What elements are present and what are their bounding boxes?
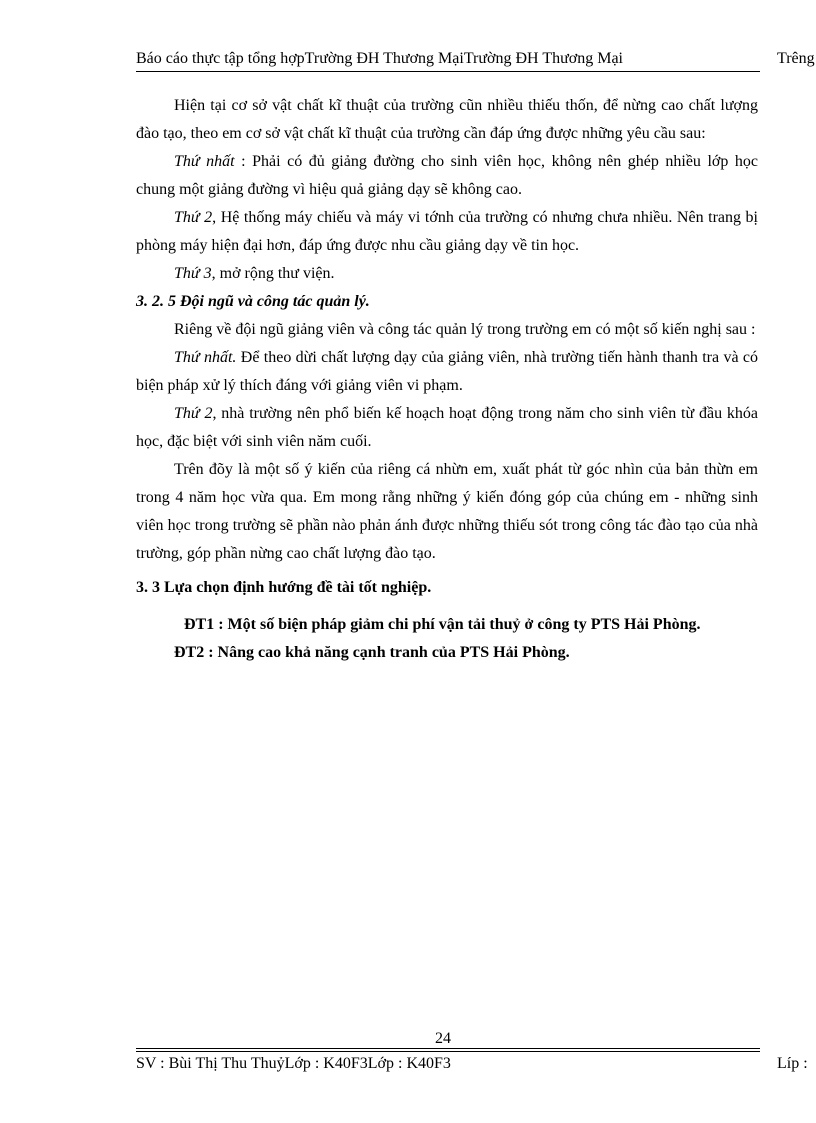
label-second: Thứ 2 bbox=[174, 209, 213, 226]
running-footer: SV : Bùi Thị Thu ThuỷLớp : K40F3Lớp : K40F3 bbox=[136, 1055, 451, 1072]
paragraph-staff-second bbox=[136, 400, 758, 456]
text-second: , Hệ thống máy chiếu và máy vi tớnh của trường có nhưng chưa nhiều. Nên trang bị phòng máy hiện đại hơn, đáp ứng được nhu cầu giảng dạy về tin học. bbox=[136, 209, 759, 254]
text-first: : Phải có đủ giảng đường cho sinh viên học, không nên ghép nhiều lớp học chung một giảng đường vì hiệu quả giảng dạy sẽ không cao. bbox=[136, 153, 758, 198]
label-third: Thứ 3 bbox=[174, 265, 212, 282]
text-staff-first: Để theo dừi chất lượng dạy của giảng viên, nhà trường tiến hành thanh tra và có biện pháp xử lý thích đáng với giảng viên vi phạm. bbox=[136, 349, 758, 394]
label-first: Thứ nhất bbox=[174, 153, 235, 170]
paragraph-first-point bbox=[136, 148, 758, 204]
running-header: Báo cáo thực tập tổng hợpTrường ĐH Thương MạiTrường ĐH Thương Mại bbox=[136, 50, 623, 67]
section-heading-3-3: 3. 3 Lựa chọn định hướng đề tài tốt nghiệp. bbox=[136, 579, 432, 596]
footer-rule-top bbox=[136, 1048, 760, 1049]
page-number: 24 bbox=[435, 1030, 451, 1047]
topic-dt1: ĐT1 : Một số biện pháp giảm chi phí vận tải thuỷ ở công ty PTS Hải Phòng. bbox=[184, 616, 701, 633]
header-rule bbox=[136, 71, 760, 72]
section-heading-3-2-5: 3. 2. 5 Đội ngũ và công tác quản lý. bbox=[136, 293, 370, 310]
paragraph-second-point bbox=[136, 204, 758, 260]
running-header-overflow: Trêng bbox=[777, 50, 815, 67]
footer-rule-bottom bbox=[136, 1051, 760, 1052]
text-third: , mở rộng thư viện. bbox=[211, 265, 335, 282]
paragraph-conclusion: Trên đõy là một số ý kiến của riêng cá nhừn em, xuất phát từ góc nhìn của bản thừn em trong 4 năm học vừa qua. Em mong rằng những ý kiến đóng góp của chúng em - những sinh viên học trong trường sẽ phần nào phản ánh được những thiếu sót trong công tác đào tạo của nhà trường, góp phần nừng cao chất lượng đào tạo. bbox=[136, 461, 758, 562]
label-staff-second: Thứ 2 bbox=[174, 405, 213, 422]
paragraph-staff-first bbox=[136, 344, 758, 400]
document-body bbox=[136, 92, 758, 667]
topic-dt2: ĐT2 : Nâng cao khả năng cạnh tranh của PTS Hải Phòng. bbox=[174, 644, 570, 661]
text-staff-second: , nhà trường nên phổ biến kế hoạch hoạt động trong năm cho sinh viên từ đầu khóa học, đặc biệt với sinh viên năm cuối. bbox=[136, 405, 758, 450]
paragraph-third-point bbox=[136, 260, 758, 288]
paragraph-staff-intro: Riêng về đội ngũ giảng viên và công tác quản lý trong trường em có một số kiến nghị sau : bbox=[174, 321, 756, 338]
paragraph-facilities-intro: Hiện tại cơ sở vật chất kĩ thuật của trường cũn nhiều thiếu thốn, để nừng cao chất lượng đào tạo, theo em cơ sở vật chất kĩ thuật của trường cần đáp ứng được những yêu cầu sau: bbox=[136, 97, 758, 142]
label-staff-first: Thứ nhất. bbox=[174, 349, 237, 366]
running-footer-overflow: Líp : bbox=[777, 1055, 808, 1072]
